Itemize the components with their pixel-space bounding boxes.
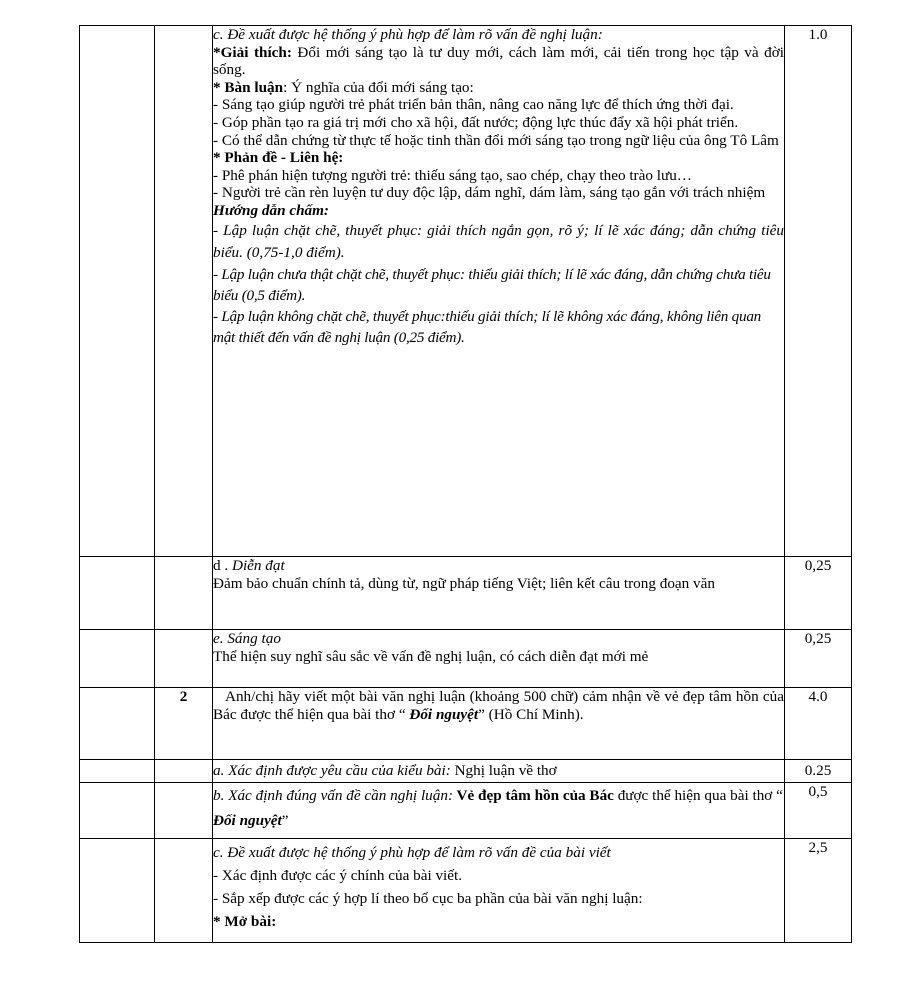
criterion-a-score: 0.25 [785, 760, 852, 783]
criterion-b-score: 0,5 [785, 783, 852, 839]
giai-thich-label: *Giải thích: [213, 43, 292, 61]
criterion-d-heading: Diễn đạt [231, 557, 285, 574]
criterion-c-score: 1.0 [785, 26, 852, 557]
criterion-c2-score: 2,5 [785, 839, 852, 943]
giai-thich-text: Đổi mới sáng tạo là tư duy mới, cách làm mới, cải tiến trong học tập và đời sống. [213, 43, 784, 79]
col-part-cell [80, 783, 155, 839]
criterion-c2-line-2: - Sắp xếp được các ý hợp lí theo bố cục ba phần của bài văn nghị luận: [213, 890, 643, 907]
criterion-d-prefix: d . [213, 557, 232, 574]
ban-luan-point-2: - Góp phần tạo ra giá trị mới cho xã hội, đất nước; động lực thúc đẩy xã hội phát triển. [213, 113, 739, 131]
question-2-content [213, 688, 785, 760]
criterion-a-content [213, 760, 785, 783]
criterion-e-text: Thể hiện suy nghĩ sâu sắc về vấn đề nghị luận, có cách diễn đạt mới mẻ [213, 647, 649, 665]
col-part-cell [80, 688, 155, 760]
ban-luan-text: : Ý nghĩa của đổi mới sáng tạo: [283, 78, 474, 96]
col-question-cell [155, 630, 213, 688]
criterion-d-content [213, 557, 785, 630]
grading-level-2: - Lập luận chưa thật chặt chẽ, thuyết phục: thiếu giải thích; lí lẽ xác đáng, dẫn chứng chưa tiêu biểu (0,5 điểm). [213, 265, 771, 304]
mo-bai-label: * Mở bài: [213, 913, 277, 930]
poem-title-b: Đối nguyệt [213, 812, 282, 829]
criterion-e-score: 0,25 [785, 630, 852, 688]
col-part-cell [80, 630, 155, 688]
criterion-e-heading: e. Sáng tạo [213, 630, 281, 647]
criterion-b-text: được thể hiện qua bài thơ “ [613, 787, 783, 804]
poem-title: Đối nguyệt [409, 705, 479, 723]
grading-level-1: - Lập luận chặt chẽ, thuyết phục: giải thích ngắn gọn, rõ ý; lí lẽ xác đáng; dẫn chứng tiêu biểu. (0,75-1,0 điểm). [213, 221, 784, 261]
question-number: 2 [155, 688, 213, 760]
phan-de-label: * Phản đề - Liên hệ: [213, 149, 344, 167]
question-2-score: 4.0 [785, 688, 852, 760]
criterion-b-row [80, 783, 852, 839]
col-question-cell [155, 783, 213, 839]
phan-de-point-2: - Người trẻ cần rèn luyện tư duy độc lập, dám nghĩ, dám làm, sáng tạo gắn với trách nhiệm [213, 184, 766, 202]
criterion-c2-heading: c. Đề xuất được hệ thống ý phù hợp để làm rõ vấn đề của bài viết [213, 844, 611, 861]
criterion-c2-line-1: - Xác định được các ý chính của bài viết. [213, 867, 463, 884]
criterion-b-bold: Vẻ đẹp tâm hồn của Bác [453, 787, 614, 804]
ban-luan-point-3: - Có thể dẫn chứng từ thực tế hoặc tinh thần đổi mới sáng tạo trong ngữ liệu của ông Tô Lâm [213, 131, 779, 149]
criterion-e-row [80, 630, 852, 688]
col-question-cell [155, 557, 213, 630]
col-question-cell [155, 26, 213, 557]
criterion-c-content [213, 26, 785, 557]
col-question-cell [155, 760, 213, 783]
col-part-cell [80, 839, 155, 943]
col-part-cell [80, 26, 155, 557]
question-2-row [80, 688, 852, 760]
criterion-d-row [80, 557, 852, 630]
criterion-c-heading: c. Đề xuất được hệ thống ý phù hợp để làm rõ vấn đề nghị luận: [213, 26, 603, 43]
criterion-a-heading: a. Xác định được yêu cầu của kiểu bài: [213, 762, 451, 779]
col-part-cell [80, 760, 155, 783]
criterion-d-text: Đảm bảo chuẩn chính tả, dùng từ, ngữ pháp tiếng Việt; liên kết câu trong đoạn văn [213, 574, 715, 592]
question-2-text: Anh/chị hãy viết một bài văn nghị luận (khoảng 500 chữ) cảm nhận về vẻ đẹp tâm hồn của Bác được thể hiện qua bài thơ “ [213, 688, 784, 723]
col-question-cell [155, 839, 213, 943]
ban-luan-label: * Bàn luận [213, 78, 284, 96]
criterion-a-text: Nghị luận về thơ [450, 762, 557, 779]
criterion-c2-content [213, 839, 785, 943]
col-part-cell [80, 557, 155, 630]
ban-luan-point-1: - Sáng tạo giúp người trẻ phát triển bản thân, nâng cao năng lực để thích ứng thời đại. [213, 96, 734, 114]
criterion-c2-row [80, 839, 852, 943]
criterion-a-row [80, 760, 852, 783]
question-2-text-end: ” (Hồ Chí Minh). [478, 705, 584, 723]
criterion-b-heading: b. Xác định đúng vấn đề cần nghị luận: [213, 787, 454, 804]
criterion-c-row [80, 26, 852, 557]
criterion-b-close: ” [281, 812, 289, 829]
rubric-table [79, 25, 852, 943]
criterion-d-score: 0,25 [785, 557, 852, 630]
criterion-e-content [213, 630, 785, 688]
phan-de-point-1: - Phê phán hiện tượng người trẻ: thiếu sáng tạo, sao chép, chạy theo trào lưu… [213, 166, 692, 184]
criterion-b-content [213, 783, 785, 839]
huong-dan-cham-label: Hướng dẫn chấm: [213, 201, 329, 219]
grading-level-3: - Lập luận không chặt chẽ, thuyết phục:thiếu giải thích; lí lẽ không xác đáng, không liên quan mật thiết đến vấn đề nghị luận (0,25 điểm). [213, 307, 762, 346]
